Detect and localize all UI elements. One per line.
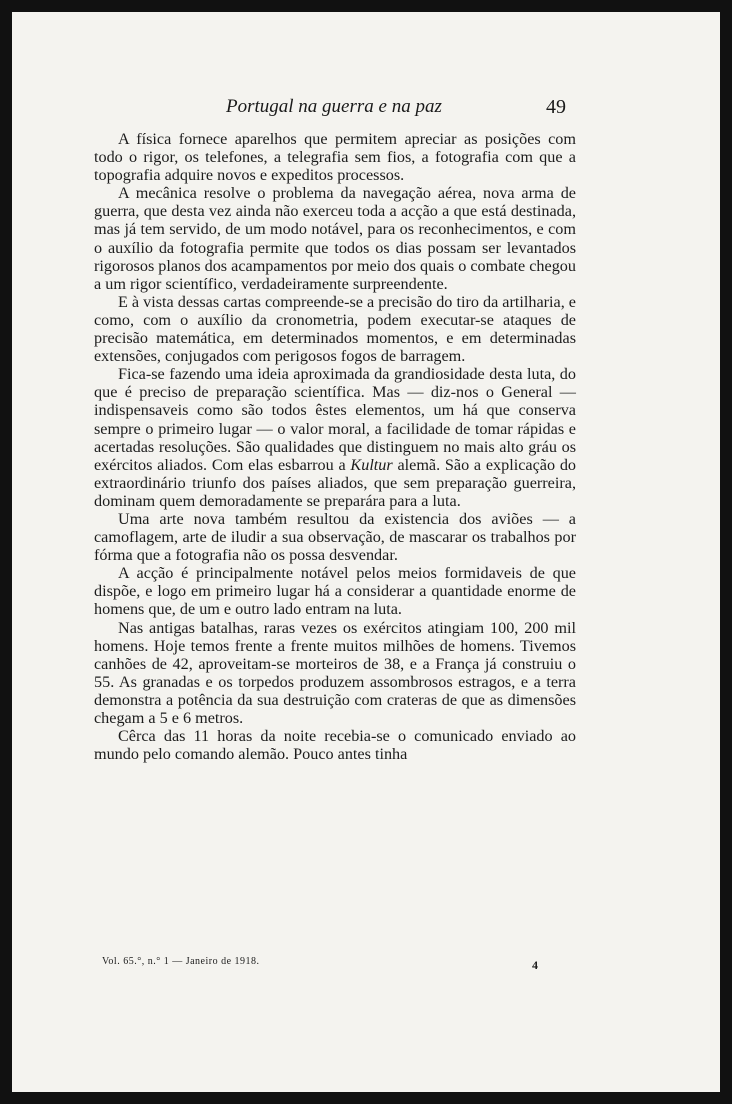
paragraph-action: A acção é principalmente notável pelos meios formidaveis de que dispõe, e logo em primeiro lugar há a considerar a quantidade enorme de homens que, de um e outro lado entram na luta. — [94, 564, 576, 619]
paragraph-battles: Nas antigas batalhas, raras vezes os exércitos atingiam 100, 200 mil homens. Hoje temos frente a frente muitos milhões de homens. Tivemos canhões de 42, aproveitam-se morteiros de 38, e a França já construiu o 55. As granadas e os torpedos produzem assombrosos estragos, e a terra demonstra a potência da sua destruição com crateras de que as dimensões chegam a 5 e 6 metros. — [94, 618, 576, 727]
running-title: Portugal na guerra e na paz — [226, 96, 442, 117]
kultur-word: Kultur — [350, 455, 393, 474]
paragraph-artillery: E à vista dessas cartas compreende-se a precisão do tiro da artilharia, e como, com o auxílio da cronometria, podem executar-se ataques de precisão matemática, em determinados momentos, e em determinadas extensões, conjugados com perigosos fogos de barragem. — [94, 292, 576, 366]
paragraph-struggle — [94, 365, 576, 510]
paragraph-struggle-text: Fica-se fazendo uma ideia aproximada da grandiosidade desta luta, do que é preciso de preparação scientífica. Mas — diz-nos o General — indispensaveis como são todos êstes elementos, um há que conserva sempre o primeiro lugar — o valor moral, a facilidade de tomar rápidas e acertadas resoluções. São qualidades que distinguem no mais alto gráu os exércitos aliados. Com elas esbarrou a — [94, 365, 576, 474]
book-page — [12, 12, 720, 1092]
paragraph-physics: A física fornece aparelhos que permitem apreciar as posições com todo o rigor, os telefones, a telegrafia sem fios, a fotografia com que a topografia adquire novos e expeditos processos. — [94, 130, 576, 185]
paragraph-struggle-tail: alemã. São a explicação do extraordinário triunfo dos países aliados, que sem preparação guerreira, dominam quem demoradamente se preparára para a luta. — [94, 455, 577, 510]
paragraph-communique: Cêrca das 11 horas da noite recebia-se o comunicado enviado ao mundo pelo comando alemão. Pouco antes tinha — [94, 727, 576, 764]
page-number: 49 — [546, 96, 566, 118]
signature-mark: 4 — [532, 958, 538, 972]
body-text — [94, 130, 576, 763]
volume-line: Vol. 65.°, n.° 1 — Janeiro de 1918. — [102, 956, 260, 967]
paragraph-camouflage: Uma arte nova também resultou da existencia dos aviões — a camoflagem, arte de iludir a sua observação, de mascarar os trabalhos por fórma que a fotografia não os possa desvendar. — [94, 509, 576, 565]
page-header — [12, 96, 720, 126]
page-footer — [102, 956, 582, 976]
paragraph-mechanics: A mecânica resolve o problema da navegação aérea, nova arma de guerra, que desta vez ainda não exerceu toda a acção a que está destinada, mas já tem servido, de um modo notável, para os reconhecimentos, e com o auxílio da fotografia permite que todos os dias possam ser levantados rigorosos planos dos acampamentos por meio dos quais o combate chegou a um rigor scientífico, verdadeiramente surpreendente. — [94, 184, 576, 293]
